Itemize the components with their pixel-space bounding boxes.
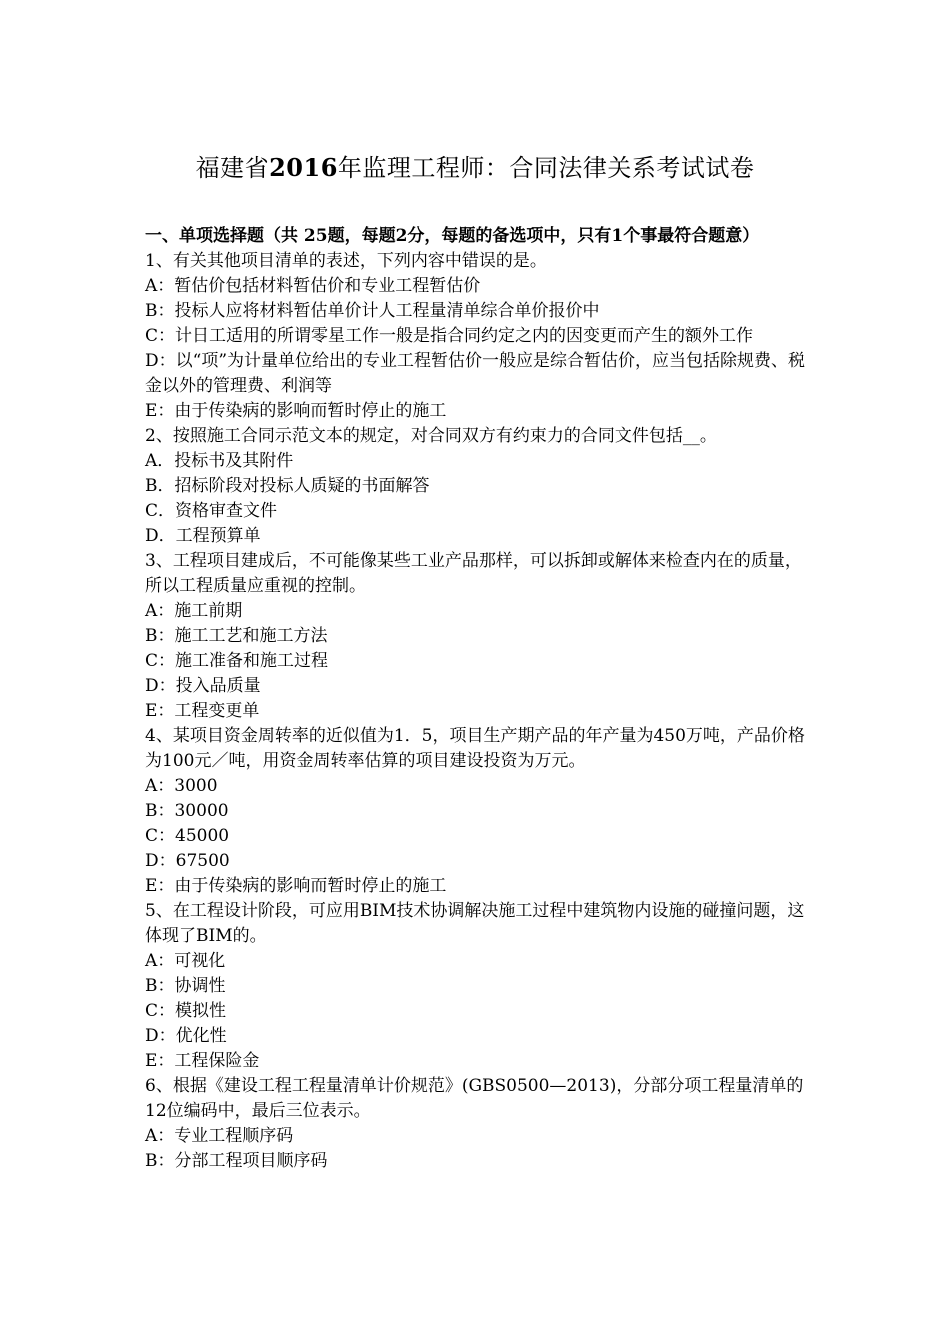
question-4: [145, 724, 810, 899]
answer-option: B：30000: [145, 801, 229, 821]
answer-option: C：模拟性: [145, 1001, 227, 1021]
document-body: [145, 224, 810, 1174]
answer-option: B：分部工程项目顺序码: [145, 1151, 328, 1171]
answer-option: A：施工前期: [145, 601, 243, 621]
answer-option: B．招标阶段对投标人质疑的书面解答: [145, 476, 430, 496]
question-stem: 4、某项目资金周转率的近似值为1．5，项目生产期产品的年产量为450万吨，产品价格为100元／吨，用资金周转率估算的项目建设投资为万元。: [145, 726, 805, 771]
answer-option: D：以“项”为计量单位给出的专业工程暂估价一般应是综合暂估价，应当包括除规费、税金以外的管理费、利润等: [145, 351, 806, 396]
answer-option: C：45000: [145, 826, 230, 846]
answer-option: C：施工准备和施工过程: [145, 651, 329, 671]
answer-option: C：计日工适用的所谓零星工作一般是指合同约定之内的因变更而产生的额外工作: [145, 326, 754, 346]
answer-option: B：投标人应将材料暂估单价计人工程量清单综合单价报价中: [145, 301, 600, 321]
question-stem: 2、按照施工合同示范文本的规定，对合同双方有约束力的合同文件包括__。: [145, 426, 717, 446]
question-stem: 6、根据《建设工程工程量清单计价规范》(GBS0500—2013)，分部分项工程量清单的12位编码中，最后三位表示。: [145, 1076, 804, 1121]
answer-option: A：3000: [145, 776, 218, 796]
answer-option: B：施工工艺和施工方法: [145, 626, 328, 646]
question-6: [145, 1074, 810, 1174]
question-1: [145, 249, 810, 424]
answer-option: D：67500: [145, 851, 230, 871]
question-3: [145, 549, 810, 724]
answer-option: D：投入品质量: [145, 676, 261, 696]
answer-option: A：可视化: [145, 951, 226, 971]
answer-option: E：工程保险金: [145, 1051, 260, 1071]
answer-option: A．投标书及其附件: [145, 451, 294, 471]
question-5: [145, 899, 810, 1074]
title-suffix: 年监理工程师：合同法律关系考试试卷: [337, 154, 755, 182]
document-title: [0, 150, 950, 186]
answer-option: E：由于传染病的影响而暂时停止的施工: [145, 401, 447, 421]
title-prefix: 福建省: [195, 154, 270, 182]
question-stem: 3、工程项目建成后，不可能像某些工业产品那样，可以拆卸或解体来检查内在的质量，所以工程质量应重视的控制。: [145, 551, 802, 596]
question-2: [145, 424, 810, 549]
answer-option: E：由于传染病的影响而暂时停止的施工: [145, 876, 447, 896]
answer-option: A：专业工程顺序码: [145, 1126, 294, 1146]
answer-option: D：优化性: [145, 1026, 227, 1046]
section-heading: 一、单项选择题（共 25题，每题2分，每题的备选项中，只有1个事最符合题意）: [145, 226, 760, 246]
answer-option: A：暂估价包括材料暂估价和专业工程暂估价: [145, 276, 481, 296]
question-stem: 5、在工程设计阶段，可应用BIM技术协调解决施工过程中建筑物内设施的碰撞问题，这体现了BIM的。: [145, 901, 805, 946]
question-stem: 1、有关其他项目清单的表述，下列内容中错误的是。: [145, 251, 547, 271]
title-year: 2016: [269, 153, 338, 182]
answer-option: B：协调性: [145, 976, 226, 996]
answer-option: E：工程变更单: [145, 701, 260, 721]
answer-option: D．工程预算单: [145, 526, 261, 546]
answer-option: C．资格审查文件: [145, 501, 278, 521]
